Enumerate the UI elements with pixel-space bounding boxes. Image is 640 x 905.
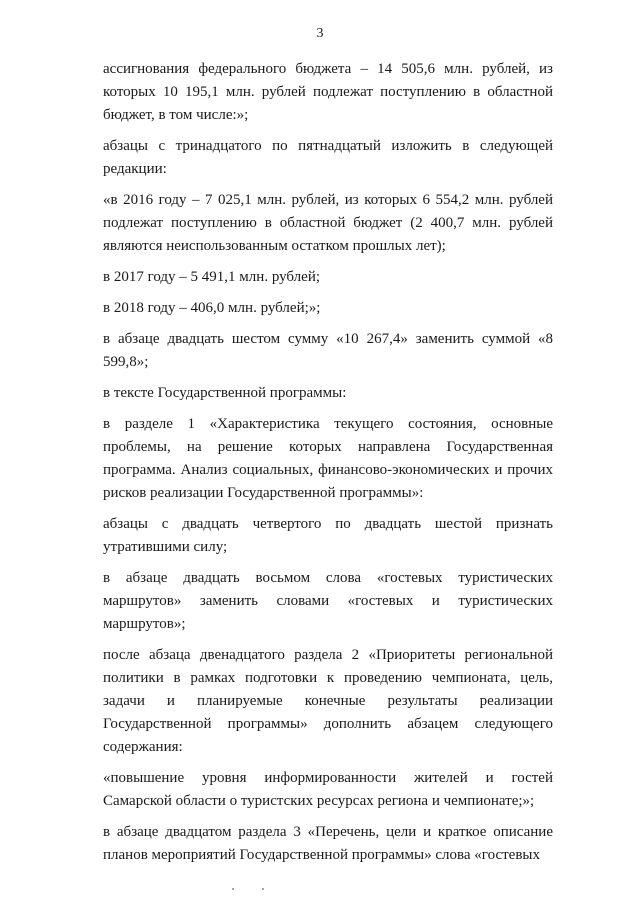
paragraph-9: абзацы с двадцать четвертого по двадцать шестой признать утратившими силу; (103, 516, 553, 555)
scan-speck (262, 888, 264, 890)
paragraph-1: ассигнования федерального бюджета – 14 505,6 млн. рублей, из которых 10 195,1 млн. рублей подлежат поступлению в областной бюджет, в том числе:»; (103, 61, 553, 123)
paragraph-8: в разделе 1 «Характеристика текущего состояния, основные проблемы, на решение которых направлена Государственная программа. Анализ социальных, финансово-экономических и прочих рисков реализации Государственной программы»: (103, 416, 553, 501)
paragraph-6: в абзаце двадцать шестом сумму «10 267,4» заменить суммой «8 599,8»; (103, 331, 553, 370)
page-number: 3 (316, 26, 324, 41)
paragraph-4: в 2017 году – 5 491,1 млн. рублей; (103, 269, 321, 285)
document-body (103, 58, 553, 867)
paragraph-7: в тексте Государственной программы: (103, 385, 347, 401)
paragraph-3: «в 2016 году – 7 025,1 млн. рублей, из которых 6 554,2 млн. рублей подлежат поступлению в областной бюджет (2 400,7 млн. рублей являются неиспользованным остатком прошлых лет); (103, 192, 553, 254)
paragraph-12: «повышение уровня информированности жителей и гостей Самарской области о туристских ресурсах региона и чемпионате;»; (103, 770, 553, 809)
paragraph-2: абзацы с тринадцатого по пятнадцатый изложить в следующей редакции: (103, 138, 553, 177)
paragraph-11: после абзаца двенадцатого раздела 2 «Приоритеты региональной политики в рамках подготовки к проведению чемпионата, цель, задачи и планируемые конечные результаты реализации Государственной программы» дополнить абзацем следующего содержания: (103, 647, 553, 755)
paragraph-10: в абзаце двадцать восьмом слова «гостевых туристических маршрутов» заменить словами «гостевых и туристических маршрутов»; (103, 570, 553, 632)
paragraph-13: в абзаце двадцатом раздела 3 «Перечень, цели и краткое описание планов мероприятий Государственной программы» слова «гостевых (103, 824, 553, 863)
scan-speck (232, 888, 234, 890)
paragraph-5: в 2018 году – 406,0 млн. рублей;»; (103, 300, 321, 316)
